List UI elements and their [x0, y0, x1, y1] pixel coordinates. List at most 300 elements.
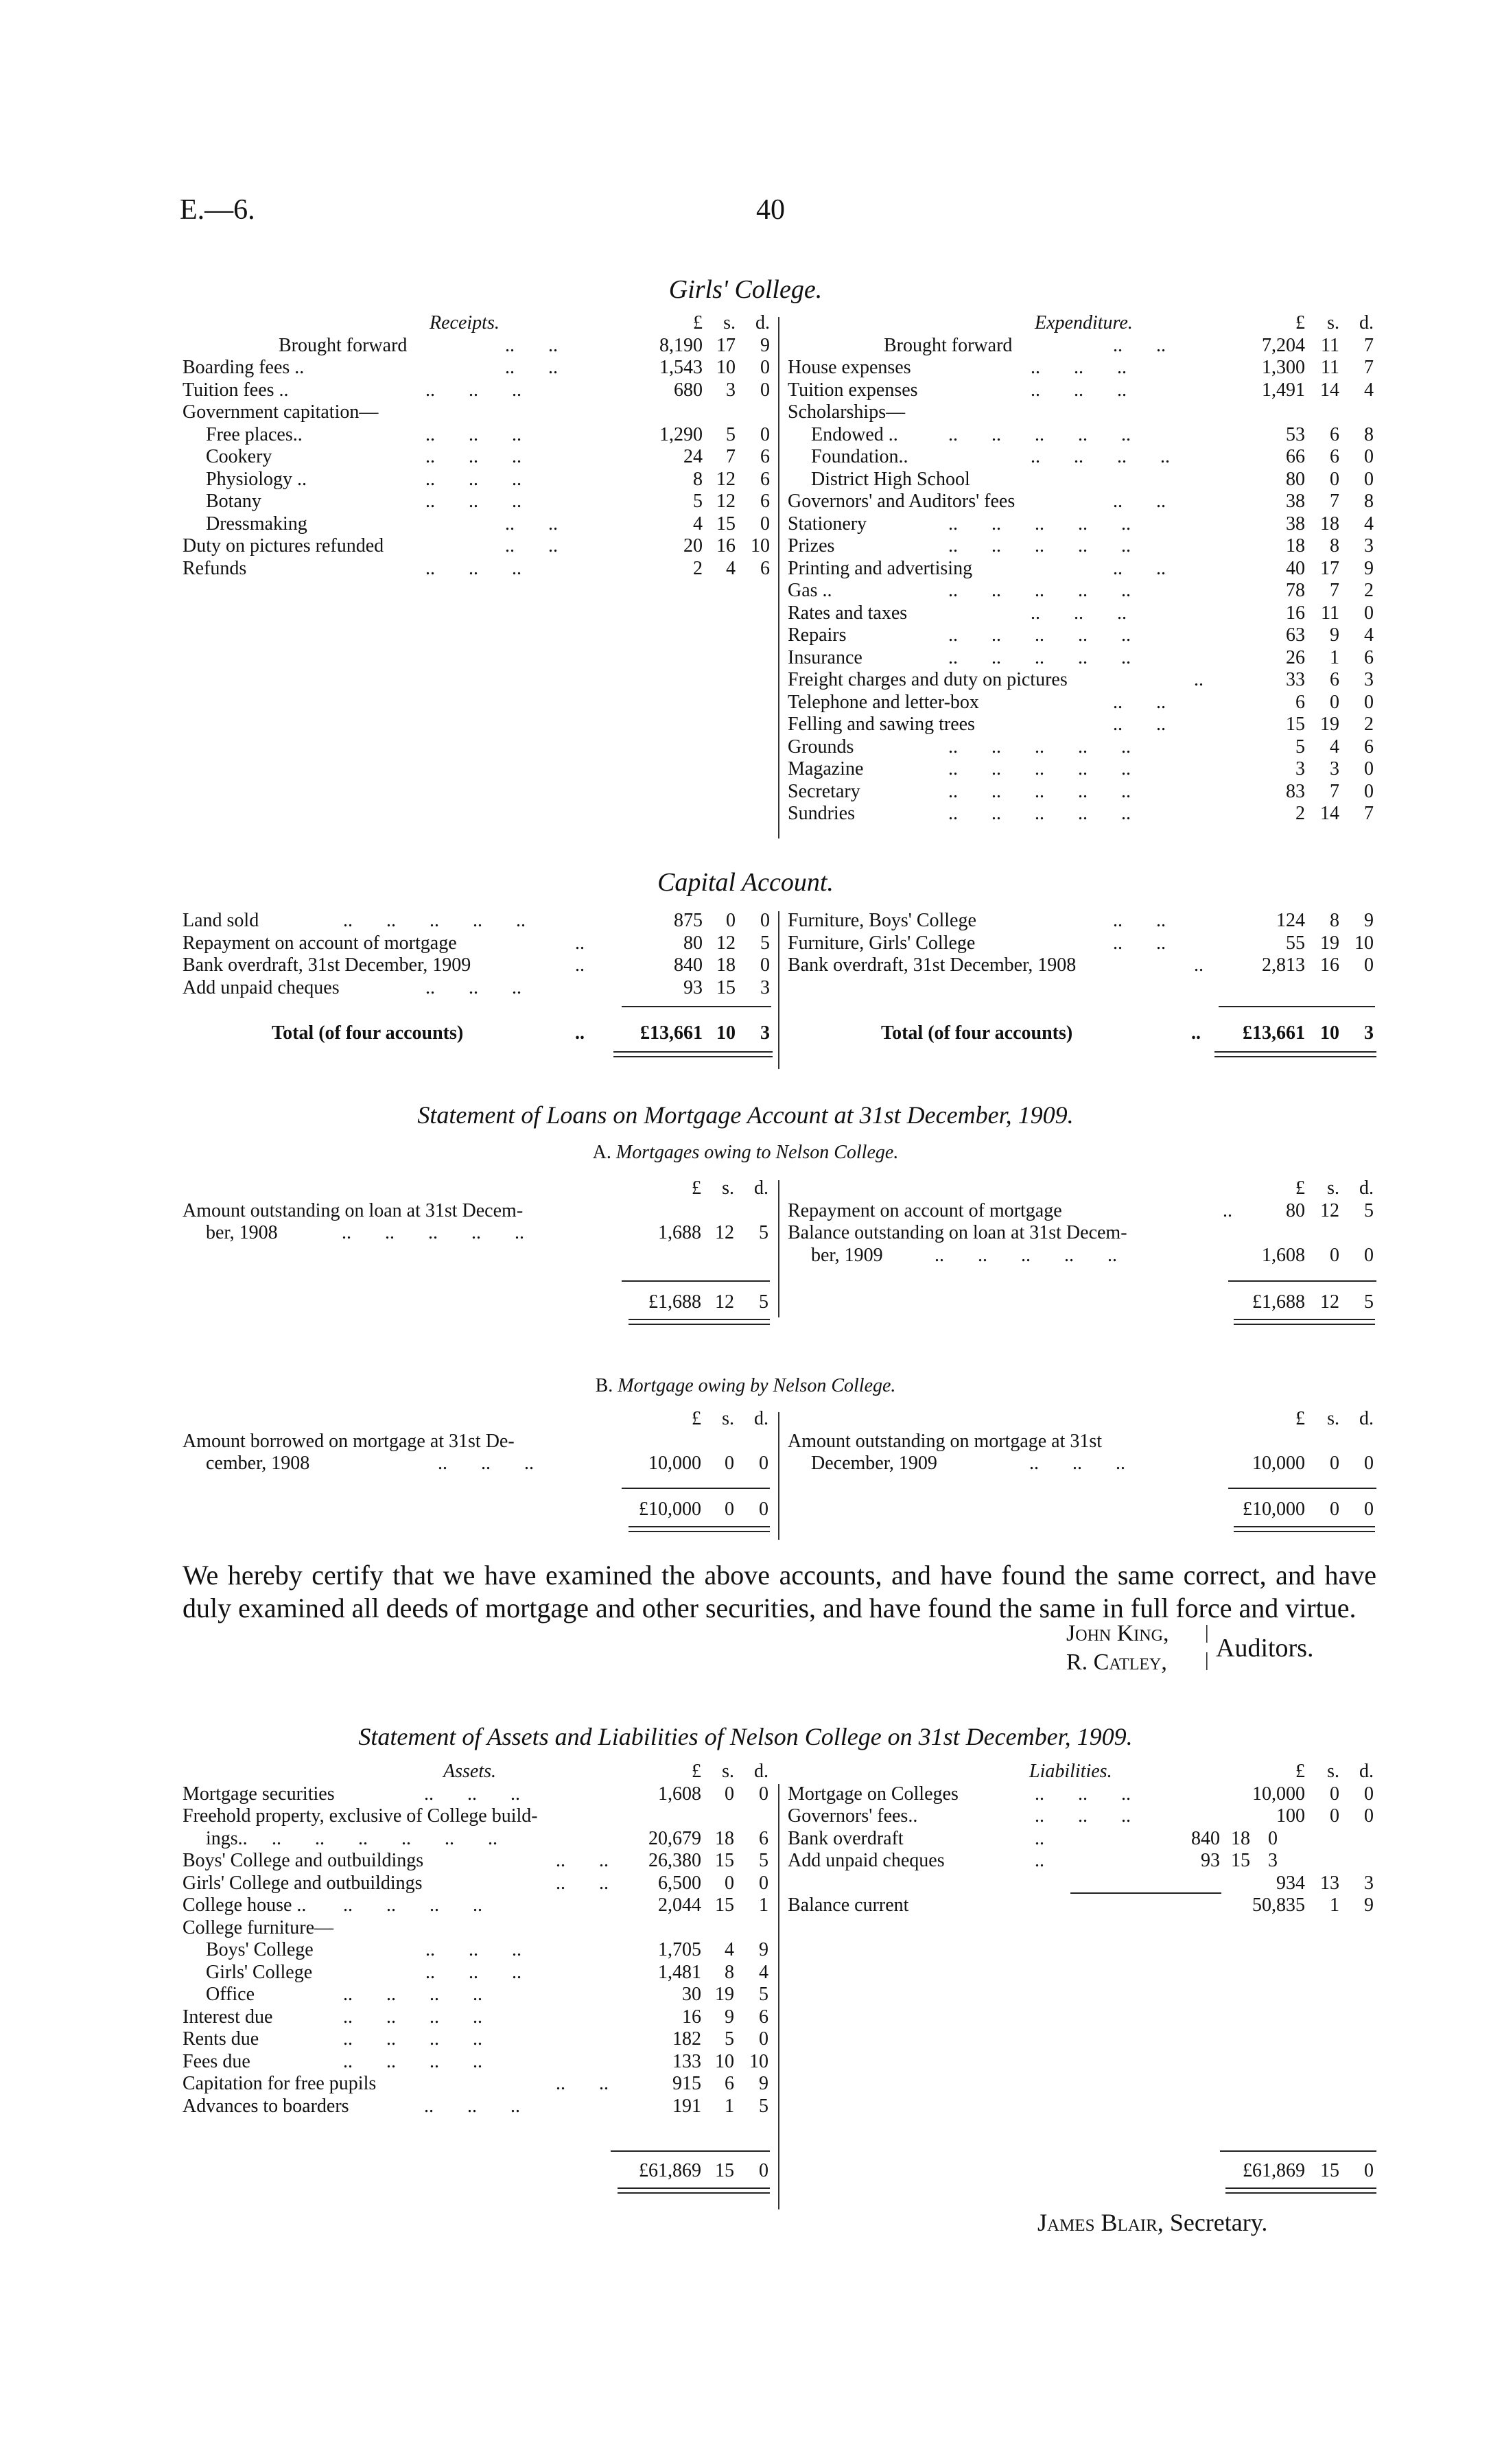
total-pence: 5 [759, 1291, 768, 1313]
amount-pence: 0 [759, 2028, 768, 2050]
amount-pence: 0 [760, 357, 770, 378]
loans-a-subtitle [0, 1142, 1491, 1164]
row-label: College house .. [183, 1894, 307, 1916]
amount-shillings: 14 [1320, 379, 1339, 401]
expenditure-row: Tuition expenses .. .. .. 1,491 14 4 [788, 379, 1374, 401]
pence-col-header: d. [754, 1761, 768, 1782]
loans-a-right-row [788, 1222, 1378, 1245]
loans-b-left [183, 1408, 773, 1475]
amount-pence: 5 [760, 932, 770, 954]
amount-pence: 10 [1354, 932, 1374, 954]
amount-shillings: 0 [726, 910, 736, 931]
amount-pence: 7 [1364, 334, 1374, 356]
amount-shillings: 10 [716, 357, 736, 378]
total-shillings: 10 [716, 1022, 736, 1044]
amount-pence: 5 [1364, 1199, 1374, 1221]
amount-pence: 9 [1364, 1894, 1374, 1916]
receipts-row: Duty on pictures refunded .. .. 20 16 10 [183, 535, 770, 556]
amount-pounds: 5 [693, 491, 703, 512]
amount-pounds: 133 [672, 2050, 701, 2072]
row-label: Scholarships— [788, 401, 906, 423]
subamount-m1: 840 [1191, 1827, 1220, 1849]
loans-b-right-row: December, 1909 .. .. .. 10,000 0 0 [811, 1453, 1374, 1474]
shillings-col-header: s. [723, 312, 736, 333]
total-pounds: £10,000 [639, 1499, 701, 1520]
row-label: Governors' and Auditors' fees [788, 491, 1015, 512]
loans-a-left-row [183, 1200, 773, 1223]
capital-left-row: Bank overdraft, 31st December, 1909 .. 840 18 0 [183, 954, 770, 976]
amount-pence: 0 [1364, 468, 1374, 490]
loans-a-left [183, 1177, 773, 1245]
amount-pounds: 24 [683, 446, 703, 467]
column-divider [778, 1784, 779, 2209]
asset-row: Advances to boarders .. .. .. 191 1 5 [183, 2095, 768, 2117]
total-shillings: 15 [715, 2160, 734, 2181]
assets-total [183, 2160, 773, 2183]
receipts-heading: Receipts. [430, 312, 500, 333]
amount-pence: 0 [760, 910, 770, 931]
pence-col-header: d. [1359, 1177, 1374, 1199]
row-label: Advances to boarders [183, 2095, 349, 2117]
amount-pence: 0 [1364, 1244, 1374, 1266]
amount-pence: 9 [760, 334, 770, 356]
row-label: Interest due [183, 2006, 273, 2028]
row-label: House expenses [788, 357, 911, 378]
amount-pounds: 10,000 [1252, 1453, 1305, 1474]
secretary-signature [1037, 2208, 1267, 2237]
shillings-col-header: s. [1327, 1761, 1339, 1782]
amount-pounds: 1,688 [658, 1222, 701, 1243]
total-pence: 0 [1364, 1499, 1374, 1520]
receipts-row: Free places.. .. .. .. 1,290 5 0 [206, 423, 770, 445]
loans-b-left-row: cember, 1908 .. .. .. 10,000 0 0 [206, 1453, 768, 1474]
expenditure-row: Gas .. .. .. .. .. .. 78 7 2 [788, 580, 1374, 601]
amount-pounds: 182 [672, 2028, 701, 2050]
amount-pence: 3 [1364, 669, 1374, 690]
expenditure-row: Foundation.. .. .. .. .. 66 6 0 [811, 446, 1374, 467]
total-shillings: 12 [715, 1291, 734, 1313]
amount-pence: 7 [1364, 803, 1374, 824]
amount-shillings: 17 [716, 334, 736, 356]
amount-pounds: 26 [1286, 646, 1305, 668]
total-row [183, 2160, 773, 2183]
girls-college-expenditure [788, 312, 1378, 825]
girls-college-receipts [183, 312, 773, 580]
total-shillings: 0 [1330, 1499, 1339, 1520]
amount-pounds: 1,290 [659, 423, 703, 445]
amount-pounds: 83 [1286, 780, 1305, 802]
total-row: Total (of four accounts) .. £13,661 10 3 [881, 1022, 1374, 1044]
loans-b-total-left [183, 1499, 773, 1521]
liability-row [788, 1873, 1378, 1895]
total-pounds: £61,869 [639, 2160, 701, 2181]
signatory-john-king: John King, [1066, 1621, 1169, 1646]
amount-shillings: 17 [1320, 557, 1339, 579]
subtotal-rule [611, 2150, 770, 2152]
row-label: Government capitation— [183, 401, 379, 423]
expenditure-row: Governors' and Auditors' fees .. .. 38 7 8 [788, 491, 1374, 512]
asset-row: Boys' College and outbuildings .. .. 26,380 15 5 [183, 1850, 768, 1871]
amount-pence: 0 [1364, 1453, 1374, 1474]
amount-shillings: 0 [1330, 1244, 1339, 1266]
shillings-col-header: s. [722, 1177, 734, 1199]
amount-shillings: 18 [1320, 513, 1339, 535]
total-double-rule [1234, 1526, 1375, 1532]
row-label: Felling and sawing trees [788, 714, 975, 735]
expenditure-row: Sundries .. .. .. .. .. 2 14 7 [788, 803, 1374, 824]
row-label: Boarding fees .. [183, 357, 305, 378]
amount-shillings: 6 [725, 2073, 734, 2094]
total-row: Total (of four accounts) .. £13,661 10 3 [272, 1022, 770, 1044]
amount-shillings: 7 [1330, 780, 1339, 802]
loans-b-total-right [788, 1499, 1378, 1521]
expenditure-rows [788, 335, 1378, 825]
row-label: Sundries [788, 803, 855, 824]
pence-col-header: d. [755, 312, 770, 333]
amount-shillings: 12 [715, 1222, 734, 1243]
row-label: Boys' College and outbuildings [183, 1850, 424, 1871]
amount-pence: 7 [1364, 357, 1374, 378]
row-label: Add unpaid cheques [788, 1850, 945, 1871]
amount-pounds: 3 [1295, 758, 1305, 779]
amount-pounds: 6,500 [658, 1872, 701, 1894]
loans-b-prefix: B. [595, 1375, 613, 1396]
amount-shillings: 0 [1330, 1453, 1339, 1474]
page-header [180, 193, 1311, 235]
expenditure-row [788, 469, 1378, 491]
liability-row: Add unpaid cheques .. 93 15 3 [788, 1850, 1278, 1871]
amount-pence: 0 [759, 1783, 768, 1805]
row-label: Amount borrowed on mortgage at 31st De- [183, 1430, 515, 1452]
total-row [788, 2160, 1378, 2183]
total-row [183, 1499, 773, 1521]
col-header-row [788, 1177, 1378, 1200]
column-divider [778, 911, 779, 1069]
amount-pounds: 10,000 [648, 1453, 701, 1474]
amount-pence: 5 [759, 1850, 768, 1871]
row-label: December, 1909 [811, 1453, 937, 1474]
capital-total-left [183, 1022, 773, 1045]
amount-pence: 6 [760, 557, 770, 579]
row-label: College furniture— [183, 1916, 334, 1938]
amount-pence: 0 [1364, 780, 1374, 802]
amount-pence: 6 [760, 491, 770, 512]
capital-right-row: Furniture, Boys' College .. .. 124 8 9 [788, 910, 1374, 931]
amount-pounds: 26,380 [648, 1850, 701, 1871]
loans-a-total-left [183, 1291, 773, 1314]
capital-left-row: Repayment on account of mortgage .. 80 12 5 [183, 932, 770, 954]
expenditure-header-row [788, 312, 1378, 335]
receipts-row: Botany .. .. .. 5 12 6 [206, 491, 770, 512]
amount-pence: 0 [1364, 691, 1374, 713]
amount-pence: 4 [1364, 624, 1374, 646]
pence-col-header: d. [754, 1408, 768, 1429]
row-label: Duty on pictures refunded [183, 535, 384, 556]
amount-shillings: 5 [725, 2028, 734, 2050]
total-pence: 0 [759, 2160, 768, 2181]
secretary-role: Secretary. [1169, 2209, 1268, 2236]
amount-pounds: 20 [683, 535, 703, 556]
total-pence: 0 [1364, 2160, 1374, 2181]
assets-header-row [183, 1761, 773, 1783]
amount-pence: 3 [1364, 535, 1374, 556]
amount-pounds: 840 [674, 954, 703, 976]
subtotal-rule [1228, 1488, 1376, 1489]
amount-pence: 3 [760, 976, 770, 998]
amount-pounds: 875 [674, 910, 703, 931]
row-label: District High School [811, 468, 970, 490]
amount-pounds: 80 [683, 932, 703, 954]
amount-pence: 9 [1364, 910, 1374, 931]
amount-pounds: 7,204 [1262, 334, 1305, 356]
subtotal-rule [1220, 2150, 1376, 2152]
pence-col-header: d. [1359, 312, 1374, 333]
row-label: Prizes [788, 535, 835, 556]
column-divider [778, 1180, 779, 1317]
total-shillings: 0 [725, 1499, 734, 1520]
amount-pounds: 1,543 [659, 357, 703, 378]
row-label: Printing and advertising [788, 557, 973, 579]
amount-shillings: 16 [1320, 954, 1339, 976]
receipts-row: Brought forward .. .. 8,190 17 9 [279, 334, 770, 356]
total-pounds: £13,661 [1243, 1022, 1305, 1044]
amount-pounds: 38 [1286, 513, 1305, 535]
amount-pounds: 1,608 [658, 1783, 701, 1805]
amount-pounds: 50,835 [1252, 1894, 1305, 1916]
row-label: Repayment on account of mortgage [183, 932, 457, 954]
amount-pence: 0 [1364, 954, 1374, 976]
brace: | [1205, 1622, 1209, 1643]
amount-shillings: 15 [715, 1850, 734, 1871]
amount-shillings: 7 [726, 446, 736, 467]
amount-pounds: 2 [1295, 803, 1305, 824]
liabilities-heading: Liabilities. [1029, 1761, 1112, 1782]
shillings-col-header: s. [1327, 312, 1339, 333]
auditors-label: Auditors. [1216, 1634, 1314, 1663]
amount-shillings: 19 [1320, 714, 1339, 735]
row-label: Physiology .. [206, 468, 307, 490]
receipts-row [183, 401, 773, 424]
row-label: cember, 1908 [206, 1453, 310, 1474]
signatory-r-catley: R. Catley, [1066, 1650, 1167, 1675]
expenditure-row: Prizes .. .. .. .. .. 18 8 3 [788, 535, 1374, 556]
amount-shillings: 0 [1330, 468, 1339, 490]
amount-pence: 0 [760, 954, 770, 976]
amount-pence: 8 [1364, 491, 1374, 512]
row-label: Rates and taxes [788, 602, 908, 624]
row-label: Rents due [183, 2028, 259, 2050]
receipts-row: Physiology .. .. .. .. 8 12 6 [206, 468, 770, 490]
row-label: Fees due [183, 2050, 250, 2072]
row-label: Amount outstanding on mortgage at 31st [788, 1430, 1103, 1452]
receipts-row: Refunds .. .. .. 2 4 6 [183, 557, 770, 579]
loans-b-left-row [183, 1431, 773, 1453]
total-double-rule [629, 1526, 770, 1532]
subtotal-rule [622, 1006, 771, 1007]
amount-pence: 2 [1364, 714, 1374, 735]
total-double-rule [613, 1051, 773, 1057]
liability-row: Mortgage on Colleges .. .. .. 10,000 0 0 [788, 1783, 1374, 1805]
amount-pounds: 16 [682, 2006, 701, 2028]
expenditure-row: Insurance .. .. .. .. .. 26 1 6 [788, 646, 1374, 668]
receipts-row: Boarding fees .. .. .. 1,543 10 0 [183, 357, 770, 378]
expenditure-row: Rates and taxes .. .. .. 16 11 0 [788, 602, 1374, 624]
asset-row: Girls' College .. .. .. 1,481 8 4 [206, 1961, 768, 1983]
row-label: Furniture, Girls' College [788, 932, 976, 954]
amount-shillings: 8 [725, 1961, 734, 1983]
row-label: Tuition expenses [788, 379, 918, 401]
capital-left-row: Add unpaid cheques .. .. .. 93 15 3 [183, 976, 770, 998]
asset-row: Girls' College and outbuildings .. .. 6,500 0 0 [183, 1872, 768, 1894]
expenditure-row: House expenses .. .. .. 1,300 11 7 [788, 357, 1374, 378]
row-label: Bank overdraft, 31st December, 1909 [183, 954, 471, 976]
amount-pence: 0 [1364, 758, 1374, 779]
total-pounds: £10,000 [1243, 1499, 1305, 1520]
amount-pounds: 53 [1286, 423, 1305, 445]
row-label: Office [206, 1984, 255, 2005]
brace: | [1205, 1650, 1209, 1671]
amount-shillings: 8 [1330, 910, 1339, 931]
row-label: ber, 1908 [206, 1222, 278, 1243]
amount-pounds: 6 [1295, 691, 1305, 713]
asset-row: Mortgage securities .. .. .. 1,608 0 0 [183, 1783, 768, 1805]
column-divider [778, 317, 779, 838]
amount-pence: 0 [760, 379, 770, 401]
amount-pence: 5 [759, 1222, 768, 1243]
loans-b-right-row [788, 1431, 1378, 1453]
row-label: Secretary [788, 780, 860, 802]
row-label: Girls' College and outbuildings [183, 1872, 423, 1894]
subamount-m1: 93 [1201, 1850, 1220, 1871]
liabilities-rows [788, 1783, 1378, 1917]
row-label: Governors' fees.. [788, 1805, 918, 1827]
loans-a-subtitle-text: Mortgages owing to Nelson College. [615, 1142, 899, 1163]
amount-pence: 0 [1364, 1783, 1374, 1805]
amount-pence: 10 [751, 535, 770, 556]
asset-row: Fees due .. .. .. .. 133 10 10 [183, 2050, 768, 2072]
col-header-row [788, 1408, 1378, 1431]
page-number: 40 [756, 194, 785, 226]
amount-pence: 5 [759, 1984, 768, 2005]
total-row [788, 1291, 1378, 1314]
asset-row: Office .. .. .. .. 30 19 5 [206, 1984, 768, 2005]
row-label: Stationery [788, 513, 867, 535]
expenditure-row: Stationery .. .. .. .. .. 38 18 4 [788, 513, 1374, 535]
amount-pence: 0 [759, 1872, 768, 1894]
amount-pounds: 78 [1286, 580, 1305, 601]
amount-pence: 4 [759, 1961, 768, 1983]
capital-account-title: Capital Account. [657, 868, 834, 897]
expenditure-row: Endowed .. .. .. .. .. .. 53 6 8 [811, 423, 1374, 445]
amount-shillings: 18 [716, 954, 736, 976]
asset-row: Rents due .. .. .. .. 182 5 0 [183, 2028, 768, 2050]
amount-shillings: 15 [716, 976, 736, 998]
row-label: Land sold [183, 910, 259, 931]
loans-a-total-right [788, 1291, 1378, 1314]
amount-pounds: 680 [674, 379, 703, 401]
amount-shillings: 15 [715, 1894, 734, 1916]
total-label: Total (of four accounts) [881, 1022, 1073, 1044]
liabilities-total [788, 2160, 1378, 2183]
loans-a-left-row: ber, 1908 .. .. .. .. .. 1,688 12 5 [206, 1222, 768, 1243]
amount-pence: 5 [759, 2095, 768, 2117]
receipts-row: Dressmaking .. .. 4 15 0 [206, 513, 770, 535]
capital-right-row: Bank overdraft, 31st December, 1908 .. 2,813 16 0 [788, 954, 1374, 976]
asset-row: Capitation for free pupils .. .. 915 6 9 [183, 2073, 768, 2094]
row-label: Bank overdraft, 31st December, 1908 [788, 954, 1077, 976]
amount-pence: 6 [1364, 646, 1374, 668]
expenditure-row: Brought forward .. .. 7,204 11 7 [884, 334, 1374, 356]
amount-shillings: 1 [725, 2095, 734, 2117]
amount-shillings: 4 [1330, 736, 1339, 758]
pounds-col-header: £ [1295, 1177, 1305, 1199]
total-pounds: £1,688 [1252, 1291, 1305, 1313]
expenditure-row: Secretary .. .. .. .. .. 83 7 0 [788, 780, 1374, 802]
amount-pence: 9 [1364, 557, 1374, 579]
total-pence: 5 [1364, 1291, 1374, 1313]
amount-pence: 9 [759, 2073, 768, 2094]
amount-shillings: 11 [1321, 357, 1339, 378]
amount-pounds: 1,491 [1262, 379, 1305, 401]
row-label: Balance current [788, 1894, 909, 1916]
certification-text: We hereby certify that we have examined the above accounts, and have found the same correct, and have duly examined all deeds of mortgage and other securities, and have found the same in full force and virtue. [183, 1560, 1376, 1623]
total-double-rule [629, 1319, 770, 1325]
asset-row [183, 1917, 773, 1940]
amount-pence: 3 [1364, 1872, 1374, 1894]
amount-pounds: 15 [1286, 714, 1305, 735]
amount-shillings: 12 [716, 491, 736, 512]
amount-pounds: 124 [1276, 910, 1305, 931]
loans-b-subtitle [0, 1375, 1491, 1397]
amount-pence: 9 [759, 1939, 768, 1960]
pounds-col-header: £ [1295, 1408, 1305, 1429]
amount-pence: 1 [759, 1894, 768, 1916]
amount-pence: 4 [1364, 513, 1374, 535]
row-label: Telephone and letter-box [788, 691, 979, 713]
amount-shillings: 1 [1330, 1894, 1339, 1916]
row-label: Dressmaking [206, 513, 307, 535]
amount-pence: 6 [759, 1827, 768, 1849]
amount-shillings: 0 [1330, 691, 1339, 713]
amount-pence: 4 [1364, 379, 1374, 401]
amount-shillings: 0 [725, 1872, 734, 1894]
pence-col-header: d. [754, 1177, 768, 1199]
amount-pence: 6 [760, 446, 770, 467]
row-label: Tuition fees .. [183, 379, 289, 401]
subtotal-rule [1219, 1006, 1375, 1007]
pounds-col-header: £ [693, 312, 703, 333]
expenditure-row: Telephone and letter-box .. .. 6 0 0 [788, 691, 1374, 713]
capital-right-row: Furniture, Girls' College .. .. 55 19 10 [788, 932, 1374, 954]
asset-row: Boys' College .. .. .. 1,705 4 9 [206, 1939, 768, 1960]
amount-shillings: 12 [716, 468, 736, 490]
subamount-m2: 18 [1231, 1827, 1250, 1849]
amount-shillings: 1 [1330, 646, 1339, 668]
liabilities-header-row [788, 1761, 1378, 1783]
row-label: Cookery [206, 446, 272, 467]
total-double-rule [1214, 1051, 1376, 1057]
asset-row [183, 1805, 773, 1828]
amount-shillings: 3 [1330, 758, 1339, 779]
amount-shillings: 6 [1330, 446, 1339, 467]
receipts-row: Tuition fees .. .. .. .. 680 3 0 [183, 379, 770, 401]
loans-a-prefix: A. [592, 1142, 611, 1163]
row-label: ber, 1909 [811, 1244, 883, 1266]
amount-shillings: 6 [1330, 669, 1339, 690]
amount-shillings: 0 [1330, 1783, 1339, 1805]
total-row [788, 1499, 1378, 1521]
amount-shillings: 11 [1321, 602, 1339, 624]
